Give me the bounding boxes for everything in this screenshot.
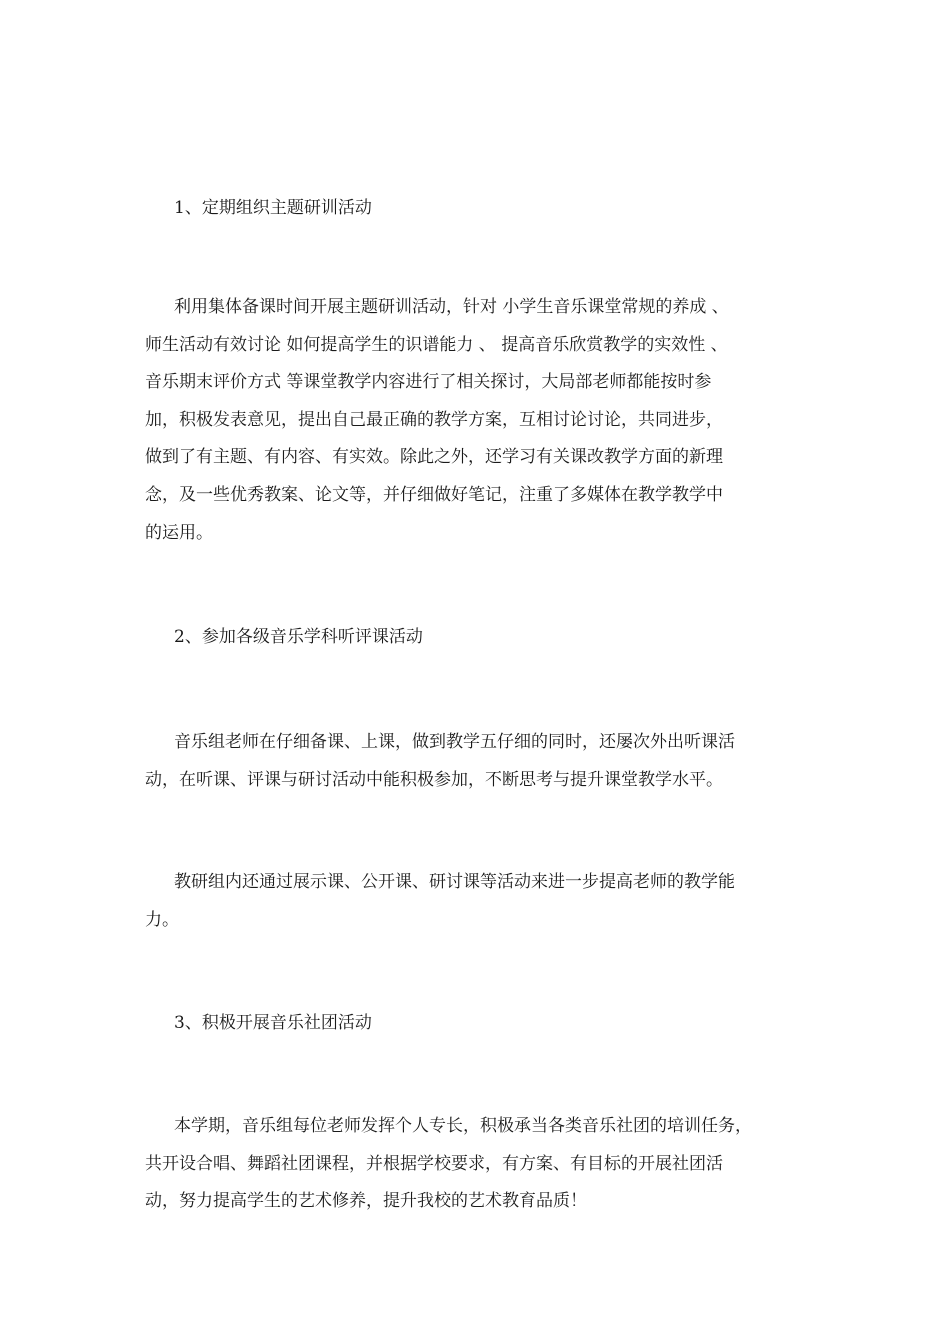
paragraph-line: 念，及一些优秀教案、论文等，并仔细做好笔记，注重了多媒体在教学教学中 <box>145 484 723 505</box>
paragraph-line: 动，在听课、评课与研讨活动中能积极参加，不断思考与提升课堂教学水平。 <box>145 769 723 790</box>
paragraph-line: 师生活动有效讨论 如何提高学生的识谱能力 、 提高音乐欣赏教学的实效性 、 <box>145 334 728 355</box>
section-2-heading: 2、参加各级音乐学科听评课活动 <box>174 627 423 647</box>
paragraph-line: 教研组内还通过展示课、公开课、研讨课等活动来进一步提高老师的教学能 <box>174 872 735 892</box>
paragraph-line: 音乐组老师在仔细备课、上课，做到教学五仔细的同时，还屡次外出听课活 <box>174 732 735 752</box>
paragraph-line: 做到了有主题、有内容、有实效。除此之外，还学习有关课改教学方面的新理 <box>145 447 723 468</box>
section-1-paragraph-1 <box>145 289 825 552</box>
paragraph-line: 本学期，音乐组每位老师发挥个人专长，积极承当各类音乐社团的培训任务， <box>174 1116 752 1136</box>
paragraph-line: 共开设合唱、舞蹈社团课程，并根据学校要求，有方案、有目标的开展社团活 <box>145 1153 723 1174</box>
paragraph-line: 力。 <box>145 909 179 930</box>
paragraph-line: 利用集体备课时间开展主题研训活动，针对 小学生音乐课堂常规的养成 、 <box>174 297 729 317</box>
section-3-paragraph-1 <box>145 1108 825 1221</box>
section-2-paragraph-1 <box>145 724 825 799</box>
section-3-heading: 3、积极开展音乐社团活动 <box>174 1013 372 1033</box>
paragraph-line: 动，努力提高学生的艺术修养，提升我校的艺术教育品质！ <box>145 1191 587 1212</box>
section-2-paragraph-2 <box>145 864 825 939</box>
paragraph-line: 的运用。 <box>145 522 213 543</box>
paragraph-line: 音乐期末评价方式 等课堂教学内容进行了相关探讨，大局部老师都能按时参 <box>145 372 712 393</box>
section-1-heading: 1、定期组织主题研训活动 <box>174 198 372 218</box>
paragraph-line: 加，积极发表意见，提出自己最正确的教学方案，互相讨论讨论，共同进步， <box>145 409 723 430</box>
